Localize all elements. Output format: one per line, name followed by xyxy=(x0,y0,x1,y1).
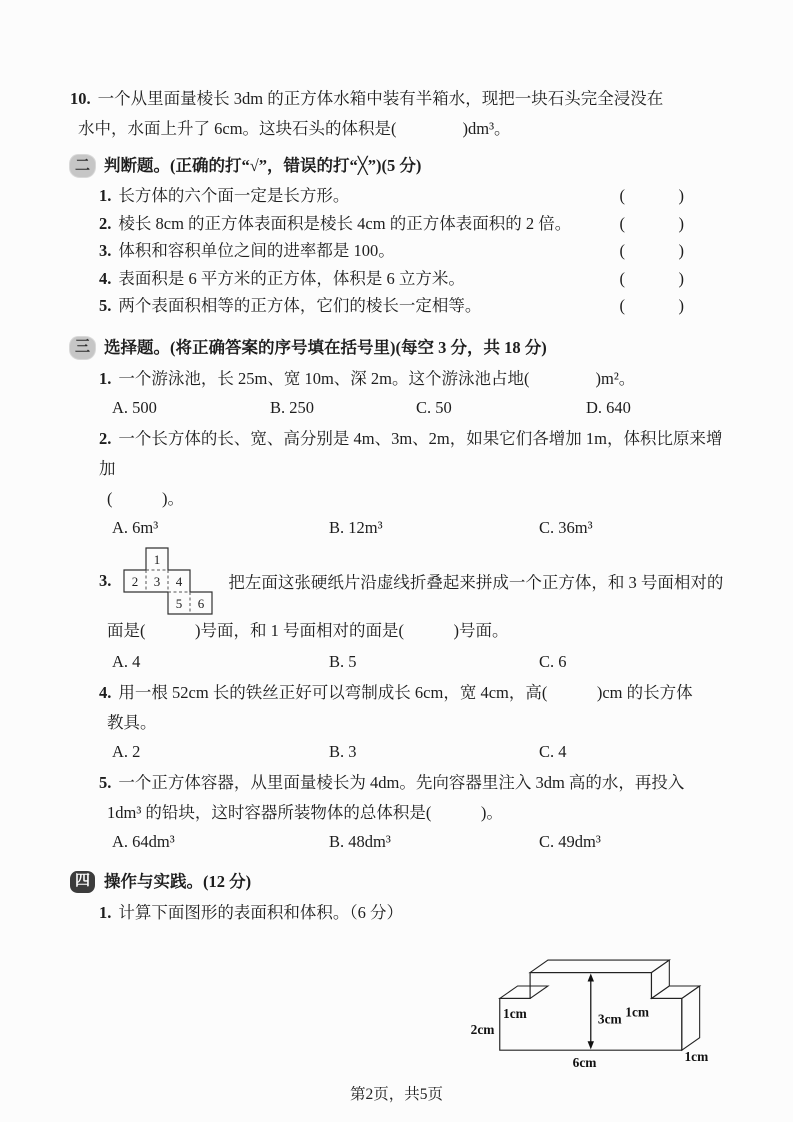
question-text: 计算下面图形的表面积和体积。（6 分） xyxy=(118,902,403,922)
cube-net-diagram xyxy=(122,546,214,616)
net-face-3: 3 xyxy=(154,573,161,589)
item-text: 棱长 8cm 的正方体表面积是棱长 4cm 的正方体表面积的 2 倍。 xyxy=(118,213,572,233)
option-c: C. 4 xyxy=(539,741,567,761)
section-choice-title: 选择题。(将正确答案的序号填在括号里)(每空 3 分，共 18 分) xyxy=(104,337,547,357)
option-b: B. 250 xyxy=(270,397,315,417)
choice-question-5 xyxy=(99,768,725,856)
question-line xyxy=(99,424,725,484)
answer-bracket: ( ) xyxy=(619,296,685,316)
choice-options-row xyxy=(99,514,725,542)
judge-item-1 xyxy=(99,182,725,210)
section-four-badge-icon: 四 xyxy=(70,871,95,893)
option-a: A. 500 xyxy=(112,397,157,417)
option-b: B. 5 xyxy=(329,651,357,671)
question-text: 用一根 52cm 长的铁丝正好可以弯制成长 6cm，宽 4cm，高( )cm 的长方体 xyxy=(118,682,693,702)
question-line-with-diagram xyxy=(99,546,725,616)
question-line xyxy=(99,364,725,394)
option-a: A. 6m³ xyxy=(112,517,159,537)
figure-container xyxy=(99,936,725,1077)
question-text: 一个从里面量棱长 3dm 的正方体水箱中装有半箱水，现把一块石头完全浸没在 xyxy=(97,89,664,108)
option-c: C. 49dm³ xyxy=(539,831,601,851)
answer-bracket: ( ) xyxy=(619,213,685,233)
solid-figure-diagram xyxy=(455,936,723,1077)
item-text: 表面积是 6 平方米的正方体，体积是 6 立方米。 xyxy=(118,268,465,288)
option-d: D. 640 xyxy=(586,397,631,417)
judge-item-4 xyxy=(99,265,725,293)
choice-questions xyxy=(99,364,725,856)
answer-bracket: ( ) xyxy=(619,186,685,205)
option-b: B. 48dm³ xyxy=(329,831,391,851)
question-number: 1. xyxy=(99,368,112,388)
question-number: 5. xyxy=(99,772,112,792)
item-text: 两个表面积相等的正方体，它们的棱长一定相等。 xyxy=(118,296,482,316)
question-line2: 1dm³ 的铅块，这时容器所装物体的总体积是( )。 xyxy=(107,802,503,822)
choice-question-1 xyxy=(99,364,725,422)
dimension-label-left-top: 1cm xyxy=(503,1006,527,1022)
question-number: 4. xyxy=(99,682,112,702)
choice-options-row xyxy=(99,648,725,676)
question-blank-line: ( )。 xyxy=(107,488,184,508)
question-text: 把左面这张硬纸片沿虚线折叠起来拼成一个正方体，和 3 号面相对的 xyxy=(228,572,724,592)
item-number: 2. xyxy=(99,213,112,233)
item-number: 3. xyxy=(99,241,112,261)
question-number: 2. xyxy=(99,428,112,448)
page-content xyxy=(70,84,725,1077)
question-line xyxy=(99,768,725,798)
dimension-label-left-height: 2cm xyxy=(470,1022,495,1038)
question-text: 一个正方体容器，从里面量棱长为 4dm。先向容器里注入 3dm 高的水，再投入 xyxy=(118,772,685,792)
question-line xyxy=(99,678,725,708)
dimension-label-right-top: 1cm xyxy=(625,1004,650,1020)
question-10-line1 xyxy=(70,84,725,114)
practice-question-1 xyxy=(99,898,725,928)
item-text: 长方体的六个面一定是长方形。 xyxy=(118,186,350,205)
option-c: C. 36m³ xyxy=(539,517,593,537)
option-a: A. 2 xyxy=(112,741,141,761)
dimension-label-depth: 1cm xyxy=(684,1048,709,1064)
section-two-badge-icon: 二 xyxy=(70,155,95,177)
choice-options-row xyxy=(99,738,725,766)
section-three-badge-icon: 三 xyxy=(70,337,95,359)
option-b: B. 12m³ xyxy=(329,517,383,537)
page-number-footer: 第2页，共5页 xyxy=(349,1086,443,1103)
choice-options-row xyxy=(99,828,725,856)
net-face-5: 5 xyxy=(176,595,183,611)
item-number: 4. xyxy=(99,268,112,288)
judge-item-5 xyxy=(99,292,725,320)
net-face-1: 1 xyxy=(154,551,161,567)
section-judge-header xyxy=(70,152,725,180)
question-text: 一个长方体的长、宽、高分别是 4m、3m、2m，如果它们各增加 1m，体积比原来增加 xyxy=(99,428,723,478)
question-text: 一个游泳池，长 25m、宽 10m、深 2m。这个游泳池占地( )m²。 xyxy=(118,368,636,388)
section-choice-header xyxy=(70,334,725,362)
net-face-4: 4 xyxy=(176,573,183,589)
question-number: 10. xyxy=(70,89,91,108)
choice-question-3 xyxy=(99,546,725,676)
section-judge-title: 判断题。(正确的打“√”，错误的打“╳”)(5 分) xyxy=(104,156,422,175)
answer-bracket: ( ) xyxy=(619,241,685,261)
dimension-label-middle-height: 3cm xyxy=(597,1011,622,1027)
question-10 xyxy=(70,84,725,144)
item-number: 5. xyxy=(99,296,112,316)
question-10-line2: 水中，水面上升了 6cm。这块石头的体积是( )dm³。 xyxy=(78,119,511,138)
item-text: 体积和容积单位之间的进率都是 100。 xyxy=(118,241,395,261)
option-b: B. 3 xyxy=(329,741,357,761)
choice-question-4 xyxy=(99,678,725,766)
practice-body xyxy=(99,898,725,1077)
item-number: 1. xyxy=(99,186,112,205)
answer-bracket: ( ) xyxy=(619,268,685,288)
question-number: 1. xyxy=(99,902,112,922)
choice-options-row xyxy=(99,394,725,422)
judge-item-2 xyxy=(99,210,725,238)
option-c: C. 50 xyxy=(416,397,452,417)
judge-item-3 xyxy=(99,237,725,265)
question-number: 3. xyxy=(99,570,112,590)
section-practice-title: 操作与实践。(12 分) xyxy=(104,871,252,891)
option-a: A. 64dm³ xyxy=(112,831,175,851)
choice-question-2 xyxy=(99,424,725,542)
net-face-2: 2 xyxy=(132,573,139,589)
option-c: C. 6 xyxy=(539,651,567,671)
dimension-label-bottom-length: 6cm xyxy=(572,1055,597,1071)
option-a: A. 4 xyxy=(112,651,141,671)
judge-items xyxy=(99,182,725,320)
section-practice-header xyxy=(70,868,725,896)
question-line2: 面是( )号面，和 1 号面相对的面是( )号面。 xyxy=(107,620,509,640)
net-face-6: 6 xyxy=(198,595,205,611)
question-line2: 教具。 xyxy=(107,712,157,732)
